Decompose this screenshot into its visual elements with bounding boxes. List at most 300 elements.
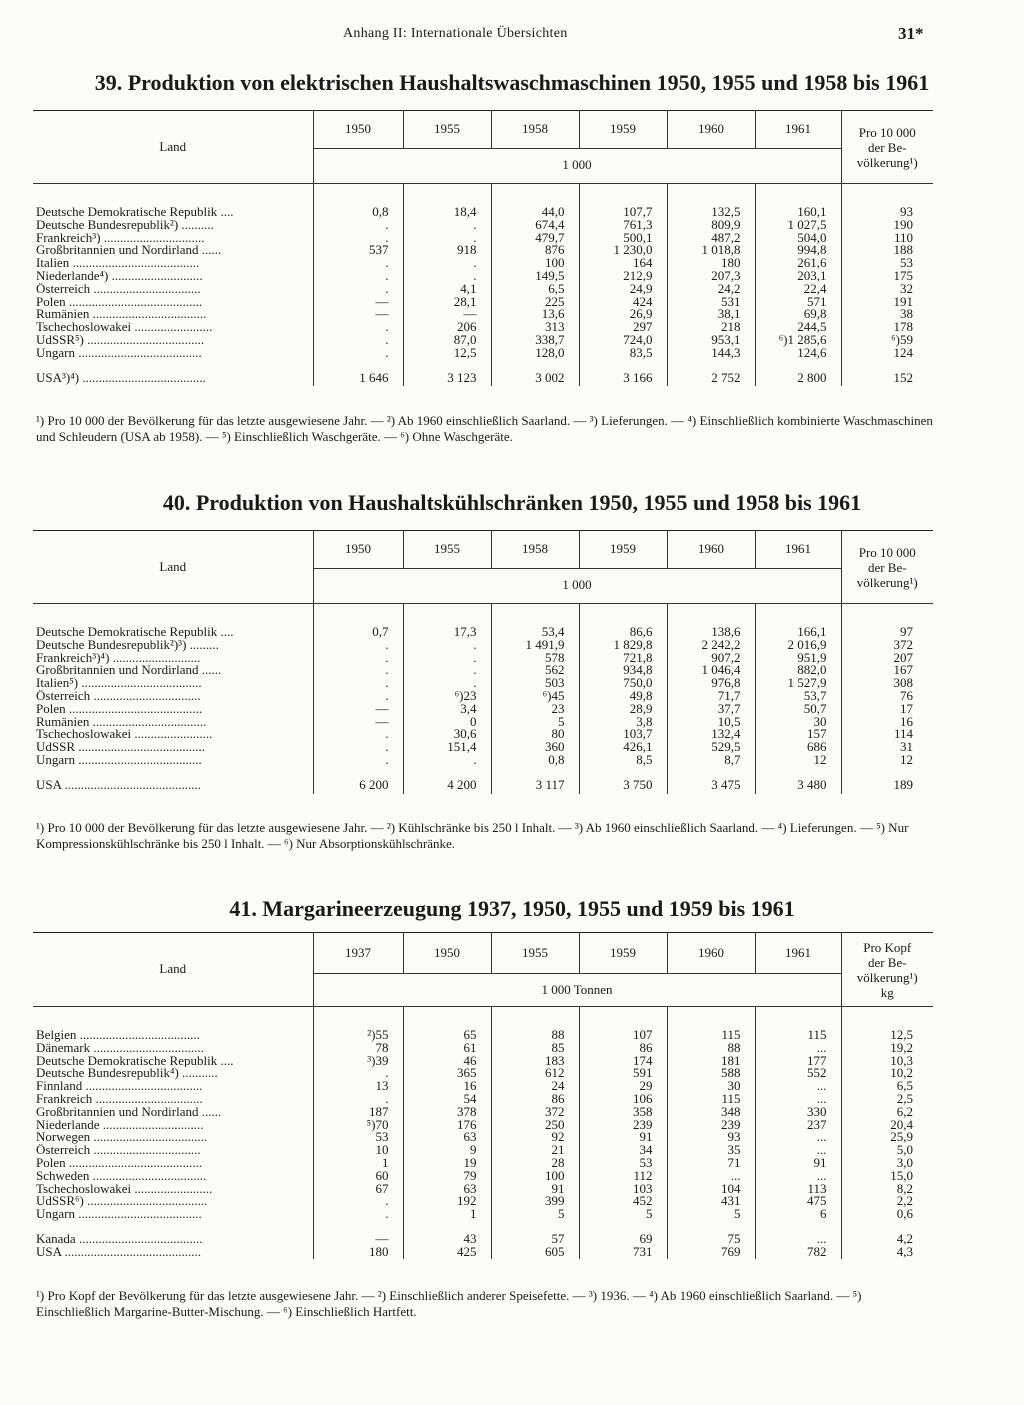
value-cell: 1 491,9 bbox=[491, 639, 579, 652]
per-capita-cell: 178 bbox=[841, 321, 933, 334]
table-row bbox=[33, 232, 933, 245]
per-capita-cell: 12,5 bbox=[841, 1029, 933, 1042]
per-capita-cell: 188 bbox=[841, 244, 933, 257]
value-cell: ... bbox=[755, 1131, 841, 1144]
value-cell: . bbox=[313, 664, 403, 677]
value-cell: ⁶)23 bbox=[403, 690, 491, 703]
value-cell: 399 bbox=[491, 1195, 579, 1208]
value-cell: 21 bbox=[491, 1144, 579, 1157]
value-cell: 8,7 bbox=[667, 754, 755, 767]
table-row bbox=[33, 1144, 933, 1157]
table-row bbox=[33, 1055, 933, 1068]
value-cell: — bbox=[313, 1233, 403, 1246]
value-cell: 588 bbox=[667, 1067, 755, 1080]
value-cell: ... bbox=[755, 1093, 841, 1106]
table-row bbox=[33, 639, 933, 652]
country-cell: Ungarn ...................................... bbox=[36, 346, 202, 360]
per-capita-cell: 207 bbox=[841, 652, 933, 665]
value-cell: 132,5 bbox=[667, 206, 755, 219]
country-cell: Rumänien ................................... bbox=[36, 308, 207, 322]
country-cell: Österreich ................................. bbox=[36, 1144, 201, 1157]
value-cell: 104 bbox=[667, 1183, 755, 1196]
per-capita-cell: 20,4 bbox=[841, 1119, 933, 1132]
value-cell: 132,4 bbox=[667, 728, 755, 741]
country-cell: Großbritannien und Nordirland ...... bbox=[36, 244, 222, 258]
value-cell: 0,7 bbox=[313, 626, 403, 639]
value-cell: 53 bbox=[579, 1157, 667, 1170]
spacer-row bbox=[33, 767, 933, 779]
value-cell: 612 bbox=[491, 1067, 579, 1080]
value-cell: — bbox=[313, 716, 403, 729]
value-cell: . bbox=[403, 219, 491, 232]
value-cell: 250 bbox=[491, 1119, 579, 1132]
country-cell: Deutsche Bundesrepublik²) .......... bbox=[36, 218, 214, 232]
year-header: 1961 bbox=[755, 933, 841, 974]
per-capita-cell: 6,2 bbox=[841, 1106, 933, 1119]
value-cell: 16 bbox=[403, 1080, 491, 1093]
table-row bbox=[33, 716, 933, 729]
land-header: Land bbox=[33, 531, 313, 604]
value-cell: 3 117 bbox=[491, 779, 579, 794]
value-cell: 174 bbox=[579, 1055, 667, 1068]
value-cell: 313 bbox=[491, 321, 579, 334]
year-header: 1959 bbox=[579, 531, 667, 569]
table-row bbox=[33, 1119, 933, 1132]
value-cell: 100 bbox=[491, 1170, 579, 1183]
value-cell: 180 bbox=[313, 1246, 403, 1259]
value-cell: . bbox=[313, 754, 403, 767]
country-cell: USA .......................................... bbox=[36, 1245, 202, 1259]
value-cell: 28,9 bbox=[579, 703, 667, 716]
value-cell: 225 bbox=[491, 296, 579, 309]
value-cell: 34 bbox=[579, 1144, 667, 1157]
table-row bbox=[33, 1233, 933, 1246]
value-cell: 297 bbox=[579, 321, 667, 334]
value-cell: 338,7 bbox=[491, 334, 579, 347]
value-cell: 487,2 bbox=[667, 232, 755, 245]
year-header: 1958 bbox=[491, 531, 579, 569]
value-cell: 53 bbox=[313, 1131, 403, 1144]
value-cell: 531 bbox=[667, 296, 755, 309]
value-cell: 769 bbox=[667, 1246, 755, 1259]
value-cell: 372 bbox=[491, 1106, 579, 1119]
year-header: 1950 bbox=[313, 111, 403, 149]
value-cell: 177 bbox=[755, 1055, 841, 1068]
country-cell: Kanada ...................................... bbox=[36, 1232, 203, 1246]
per-capita-header-line: Pro 10 000 bbox=[858, 544, 916, 560]
per-capita-cell: 114 bbox=[841, 728, 933, 741]
value-cell: ... bbox=[755, 1080, 841, 1093]
value-cell: . bbox=[313, 1093, 403, 1106]
table-row bbox=[33, 321, 933, 334]
table-row bbox=[33, 206, 933, 219]
per-capita-cell: 12 bbox=[841, 754, 933, 767]
value-cell: 88 bbox=[491, 1029, 579, 1042]
value-cell: 24,9 bbox=[579, 283, 667, 296]
value-cell: 35 bbox=[667, 1144, 755, 1157]
per-capita-cell: 152 bbox=[841, 372, 933, 387]
per-capita-cell: 190 bbox=[841, 219, 933, 232]
per-capita-cell: 372 bbox=[841, 639, 933, 652]
value-cell: 10 bbox=[313, 1144, 403, 1157]
value-cell: 86 bbox=[579, 1042, 667, 1055]
per-capita-cell: 4,3 bbox=[841, 1246, 933, 1259]
value-cell: 100 bbox=[491, 257, 579, 270]
value-cell: ⁶)45 bbox=[491, 690, 579, 703]
table-row bbox=[33, 347, 933, 360]
value-cell: 24,2 bbox=[667, 283, 755, 296]
value-cell: 160,1 bbox=[755, 206, 841, 219]
table-row bbox=[33, 1208, 933, 1221]
year-header: 1959 bbox=[579, 111, 667, 149]
value-cell: 424 bbox=[579, 296, 667, 309]
country-cell: Tschechoslowakei ........................ bbox=[36, 321, 213, 334]
value-cell: ... bbox=[667, 1170, 755, 1183]
value-cell: 994,8 bbox=[755, 244, 841, 257]
value-cell: 578 bbox=[491, 652, 579, 665]
value-cell: 537 bbox=[313, 244, 403, 257]
value-cell: 180 bbox=[667, 257, 755, 270]
value-cell: 6,5 bbox=[491, 283, 579, 296]
value-cell: 192 bbox=[403, 1195, 491, 1208]
value-cell: 3 123 bbox=[403, 372, 491, 387]
value-cell: 112 bbox=[579, 1170, 667, 1183]
value-cell: 37,7 bbox=[667, 703, 755, 716]
value-cell: . bbox=[313, 283, 403, 296]
country-cell: Finnland .................................... bbox=[36, 1080, 203, 1093]
per-capita-cell: 16 bbox=[841, 716, 933, 729]
table-39 bbox=[33, 110, 933, 386]
value-cell: 18,4 bbox=[403, 206, 491, 219]
value-cell: 206 bbox=[403, 321, 491, 334]
value-cell: 6 200 bbox=[313, 779, 403, 794]
value-cell: 87,0 bbox=[403, 334, 491, 347]
value-cell: — bbox=[313, 703, 403, 716]
country-cell: Dänemark .................................. bbox=[36, 1041, 204, 1055]
table-row bbox=[33, 1131, 933, 1144]
value-cell: 907,2 bbox=[667, 652, 755, 665]
value-cell: . bbox=[313, 741, 403, 754]
value-cell: 721,8 bbox=[579, 652, 667, 665]
value-cell: 49,8 bbox=[579, 690, 667, 703]
value-cell: 26,9 bbox=[579, 308, 667, 321]
value-cell: 78 bbox=[313, 1042, 403, 1055]
per-capita-cell: 189 bbox=[841, 779, 933, 794]
table-row bbox=[33, 1093, 933, 1106]
table-row bbox=[33, 1183, 933, 1196]
value-cell: 1 bbox=[403, 1208, 491, 1221]
per-capita-cell: 25,9 bbox=[841, 1131, 933, 1144]
value-cell: 426,1 bbox=[579, 741, 667, 754]
table-row bbox=[33, 690, 933, 703]
country-cell: Ungarn ...................................... bbox=[36, 753, 202, 767]
value-cell: 69,8 bbox=[755, 308, 841, 321]
table-41-footnote: ¹) Pro Kopf der Bevölkerung für das letzte ausgewiesene Jahr. — ²) Einschließlich anderer Speisefette. — ³) 1936. — ⁴) Ab 1960 einschließlich Saarland. — ⁵) Einschließlich Margarine-Butter-Mischung. — ⁶) Einschließlich Hartfett. bbox=[36, 1288, 862, 1319]
per-capita-cell: 15,0 bbox=[841, 1170, 933, 1183]
value-cell: 1 bbox=[313, 1157, 403, 1170]
value-cell: 151,4 bbox=[403, 741, 491, 754]
table-row bbox=[33, 1195, 933, 1208]
country-cell: Niederlande ............................... bbox=[36, 1118, 204, 1132]
running-head bbox=[0, 26, 1024, 48]
per-capita-cell: 10,2 bbox=[841, 1067, 933, 1080]
value-cell: 80 bbox=[491, 728, 579, 741]
country-cell: Österreich ................................. bbox=[36, 282, 201, 296]
value-cell: 3 166 bbox=[579, 372, 667, 387]
value-cell: 3,4 bbox=[403, 703, 491, 716]
value-cell: 3 475 bbox=[667, 779, 755, 794]
value-cell: 92 bbox=[491, 1131, 579, 1144]
value-cell: ... bbox=[755, 1042, 841, 1055]
value-cell: . bbox=[403, 639, 491, 652]
value-cell: 750,0 bbox=[579, 677, 667, 690]
value-cell: — bbox=[403, 308, 491, 321]
value-cell: 63 bbox=[403, 1131, 491, 1144]
country-cell: Italien⁵) ..................................... bbox=[36, 677, 202, 690]
per-capita-header-line: völkerung¹) bbox=[856, 969, 918, 985]
country-cell: Schweden ................................... bbox=[36, 1169, 207, 1183]
value-cell: 529,5 bbox=[667, 741, 755, 754]
value-cell: . bbox=[403, 270, 491, 283]
value-cell: 50,7 bbox=[755, 703, 841, 716]
year-header: 1937 bbox=[313, 933, 403, 974]
value-cell: 953,1 bbox=[667, 334, 755, 347]
per-capita-header-line: der Be- bbox=[867, 139, 907, 155]
per-capita-cell: 76 bbox=[841, 690, 933, 703]
value-cell: . bbox=[403, 652, 491, 665]
value-cell: 91 bbox=[579, 1131, 667, 1144]
value-cell: 144,3 bbox=[667, 347, 755, 360]
country-cell: Ungarn ...................................... bbox=[36, 1208, 202, 1221]
value-cell: . bbox=[313, 690, 403, 703]
value-cell: . bbox=[403, 754, 491, 767]
value-cell: 113 bbox=[755, 1183, 841, 1196]
year-header: 1960 bbox=[667, 933, 755, 974]
value-cell: 425 bbox=[403, 1246, 491, 1259]
value-cell: 882,0 bbox=[755, 664, 841, 677]
country-cell: Großbritannien und Nordirland ...... bbox=[36, 1105, 222, 1119]
per-capita-cell: 38 bbox=[841, 308, 933, 321]
year-header: 1955 bbox=[491, 933, 579, 974]
value-cell: 69 bbox=[579, 1233, 667, 1246]
value-cell: 1 027,5 bbox=[755, 219, 841, 232]
value-cell: 83,5 bbox=[579, 347, 667, 360]
per-capita-cell: 8,2 bbox=[841, 1183, 933, 1196]
value-cell: . bbox=[313, 1067, 403, 1080]
per-capita-cell: 308 bbox=[841, 677, 933, 690]
table-row bbox=[33, 270, 933, 283]
table-41-body bbox=[33, 1007, 933, 1259]
table-row bbox=[33, 703, 933, 716]
value-cell: 571 bbox=[755, 296, 841, 309]
country-cell: Italien ....................................... bbox=[36, 257, 200, 270]
value-cell: . bbox=[313, 270, 403, 283]
value-cell: 475 bbox=[755, 1195, 841, 1208]
country-cell: Rumänien ................................... bbox=[36, 715, 207, 729]
country-cell: Frankreich ................................. bbox=[36, 1092, 203, 1106]
table-39-title: 39. Produktion von elektrischen Haushaltswaschmaschinen 1950, 1955 und 1958 bis 1961 bbox=[94, 70, 930, 95]
value-cell: 115 bbox=[755, 1029, 841, 1042]
value-cell: 5 bbox=[491, 1208, 579, 1221]
table-row bbox=[33, 257, 933, 270]
value-cell: 605 bbox=[491, 1246, 579, 1259]
value-cell: 591 bbox=[579, 1067, 667, 1080]
land-header: Land bbox=[33, 111, 313, 184]
table-row bbox=[33, 728, 933, 741]
table-row bbox=[33, 741, 933, 754]
country-cell: Deutsche Demokratische Republik .... bbox=[36, 1054, 234, 1068]
value-cell: 9 bbox=[403, 1144, 491, 1157]
per-capita-cell: 124 bbox=[841, 347, 933, 360]
country-cell: Norwegen ................................... bbox=[36, 1131, 208, 1145]
value-cell: 218 bbox=[667, 321, 755, 334]
table-row bbox=[33, 1157, 933, 1170]
value-cell: 67 bbox=[313, 1183, 403, 1196]
unit-header: 1 000 bbox=[313, 568, 841, 604]
country-cell: Polen ......................................... bbox=[36, 295, 203, 309]
spacer-row bbox=[33, 604, 933, 627]
value-cell: 79 bbox=[403, 1170, 491, 1183]
value-cell: 976,8 bbox=[667, 677, 755, 690]
value-cell: 91 bbox=[491, 1183, 579, 1196]
per-capita-cell: 97 bbox=[841, 626, 933, 639]
value-cell: 128,0 bbox=[491, 347, 579, 360]
value-cell: 53,7 bbox=[755, 690, 841, 703]
year-header: 1955 bbox=[403, 111, 491, 149]
value-cell: ⁶)1 285,6 bbox=[755, 334, 841, 347]
per-capita-header-line: Pro Kopf bbox=[863, 939, 912, 955]
value-cell: 54 bbox=[403, 1093, 491, 1106]
table-41 bbox=[33, 932, 933, 1259]
value-cell: 782 bbox=[755, 1246, 841, 1259]
value-cell: . bbox=[313, 334, 403, 347]
value-cell: 3,8 bbox=[579, 716, 667, 729]
value-cell: 23 bbox=[491, 703, 579, 716]
value-cell: 44,0 bbox=[491, 206, 579, 219]
running-head-title: Anhang II: Internationale Übersichten bbox=[343, 26, 568, 41]
value-cell: . bbox=[313, 652, 403, 665]
value-cell: 348 bbox=[667, 1106, 755, 1119]
table-row bbox=[33, 244, 933, 257]
year-header: 1950 bbox=[313, 531, 403, 569]
value-cell: 358 bbox=[579, 1106, 667, 1119]
table-row bbox=[33, 664, 933, 677]
value-cell: 43 bbox=[403, 1233, 491, 1246]
value-cell: 91 bbox=[755, 1157, 841, 1170]
value-cell: 479,7 bbox=[491, 232, 579, 245]
value-cell: . bbox=[313, 347, 403, 360]
value-cell: 103 bbox=[579, 1183, 667, 1196]
value-cell: 2 800 bbox=[755, 372, 841, 387]
per-capita-cell: 191 bbox=[841, 296, 933, 309]
per-capita-header-line: völkerung¹) bbox=[856, 574, 918, 590]
value-cell: 30 bbox=[755, 716, 841, 729]
country-cell: UdSSR ....................................... bbox=[36, 741, 206, 754]
value-cell: 0 bbox=[403, 716, 491, 729]
value-cell: 187 bbox=[313, 1106, 403, 1119]
page-number: 31* bbox=[898, 24, 924, 43]
country-cell: Deutsche Demokratische Republik .... bbox=[36, 626, 234, 639]
table-41-title: 41. Margarineerzeugung 1937, 1950, 1955 und 1959 bis 1961 bbox=[229, 896, 795, 921]
value-cell: 237 bbox=[755, 1119, 841, 1132]
value-cell: 934,8 bbox=[579, 664, 667, 677]
year-header: 1961 bbox=[755, 531, 841, 569]
value-cell: 46 bbox=[403, 1055, 491, 1068]
value-cell: . bbox=[313, 1195, 403, 1208]
value-cell: ³)39 bbox=[313, 1055, 403, 1068]
value-cell: 88 bbox=[667, 1042, 755, 1055]
per-capita-cell: 93 bbox=[841, 206, 933, 219]
table-row bbox=[33, 1067, 933, 1080]
value-cell: 3 480 bbox=[755, 779, 841, 794]
table-row bbox=[33, 1246, 933, 1259]
table-row bbox=[33, 1080, 933, 1093]
value-cell: 452 bbox=[579, 1195, 667, 1208]
per-capita-header-line: Pro 10 000 bbox=[858, 124, 916, 140]
value-cell: 115 bbox=[667, 1029, 755, 1042]
country-cell: Großbritannien und Nordirland ...... bbox=[36, 664, 222, 678]
table-40 bbox=[33, 530, 933, 794]
per-capita-cell: ⁶)59 bbox=[841, 334, 933, 347]
value-cell: 503 bbox=[491, 677, 579, 690]
value-cell: — bbox=[313, 308, 403, 321]
value-cell: 30 bbox=[667, 1080, 755, 1093]
value-cell: 93 bbox=[667, 1131, 755, 1144]
value-cell: 918 bbox=[403, 244, 491, 257]
spacer-row bbox=[33, 1007, 933, 1030]
value-cell: 2 016,9 bbox=[755, 639, 841, 652]
value-cell: 1 018,8 bbox=[667, 244, 755, 257]
per-capita-cell: 10,3 bbox=[841, 1055, 933, 1068]
table-row bbox=[33, 219, 933, 232]
value-cell: 28 bbox=[491, 1157, 579, 1170]
country-cell: Deutsche Demokratische Republik .... bbox=[36, 206, 234, 219]
table-39-footnote: ¹) Pro 10 000 der Bevölkerung für das letzte ausgewiesene Jahr. — ²) Ab 1960 einschließlich Saarland. — ³) Lieferungen. — ⁴) Einschließlich kombinierte Waschmaschinen und Schleudern (USA ab 1958). — ⁵) Einschließlich Waschgeräte. — ⁶) Ohne Waschgeräte. bbox=[36, 413, 933, 444]
country-cell: Deutsche Bundesrepublik⁴) ........... bbox=[36, 1067, 218, 1081]
value-cell: 1 646 bbox=[313, 372, 403, 387]
value-cell: 1 230,0 bbox=[579, 244, 667, 257]
table-row bbox=[33, 1106, 933, 1119]
value-cell: 951,9 bbox=[755, 652, 841, 665]
year-header: 1959 bbox=[579, 933, 667, 974]
year-header: 1960 bbox=[667, 111, 755, 149]
per-capita-cell: 167 bbox=[841, 664, 933, 677]
value-cell: . bbox=[313, 1208, 403, 1221]
table-row bbox=[33, 296, 933, 309]
country-cell: Österreich ................................. bbox=[36, 689, 201, 703]
value-cell: . bbox=[313, 232, 403, 245]
per-capita-cell: 4,2 bbox=[841, 1233, 933, 1246]
country-cell: Frankreich³)⁴) ........................... bbox=[36, 651, 201, 665]
value-cell: 244,5 bbox=[755, 321, 841, 334]
value-cell: 378 bbox=[403, 1106, 491, 1119]
per-capita-cell: 175 bbox=[841, 270, 933, 283]
value-cell: 103,7 bbox=[579, 728, 667, 741]
per-capita-cell: 2,5 bbox=[841, 1093, 933, 1106]
per-capita-cell: 53 bbox=[841, 257, 933, 270]
value-cell: 876 bbox=[491, 244, 579, 257]
per-capita-cell: 6,5 bbox=[841, 1080, 933, 1093]
value-cell: 239 bbox=[667, 1119, 755, 1132]
value-cell: 360 bbox=[491, 741, 579, 754]
per-capita-cell: 31 bbox=[841, 741, 933, 754]
year-header: 1961 bbox=[755, 111, 841, 149]
value-cell: 75 bbox=[667, 1233, 755, 1246]
value-cell: 212,9 bbox=[579, 270, 667, 283]
value-cell: 29 bbox=[579, 1080, 667, 1093]
value-cell: 2 242,2 bbox=[667, 639, 755, 652]
value-cell: 731 bbox=[579, 1246, 667, 1259]
